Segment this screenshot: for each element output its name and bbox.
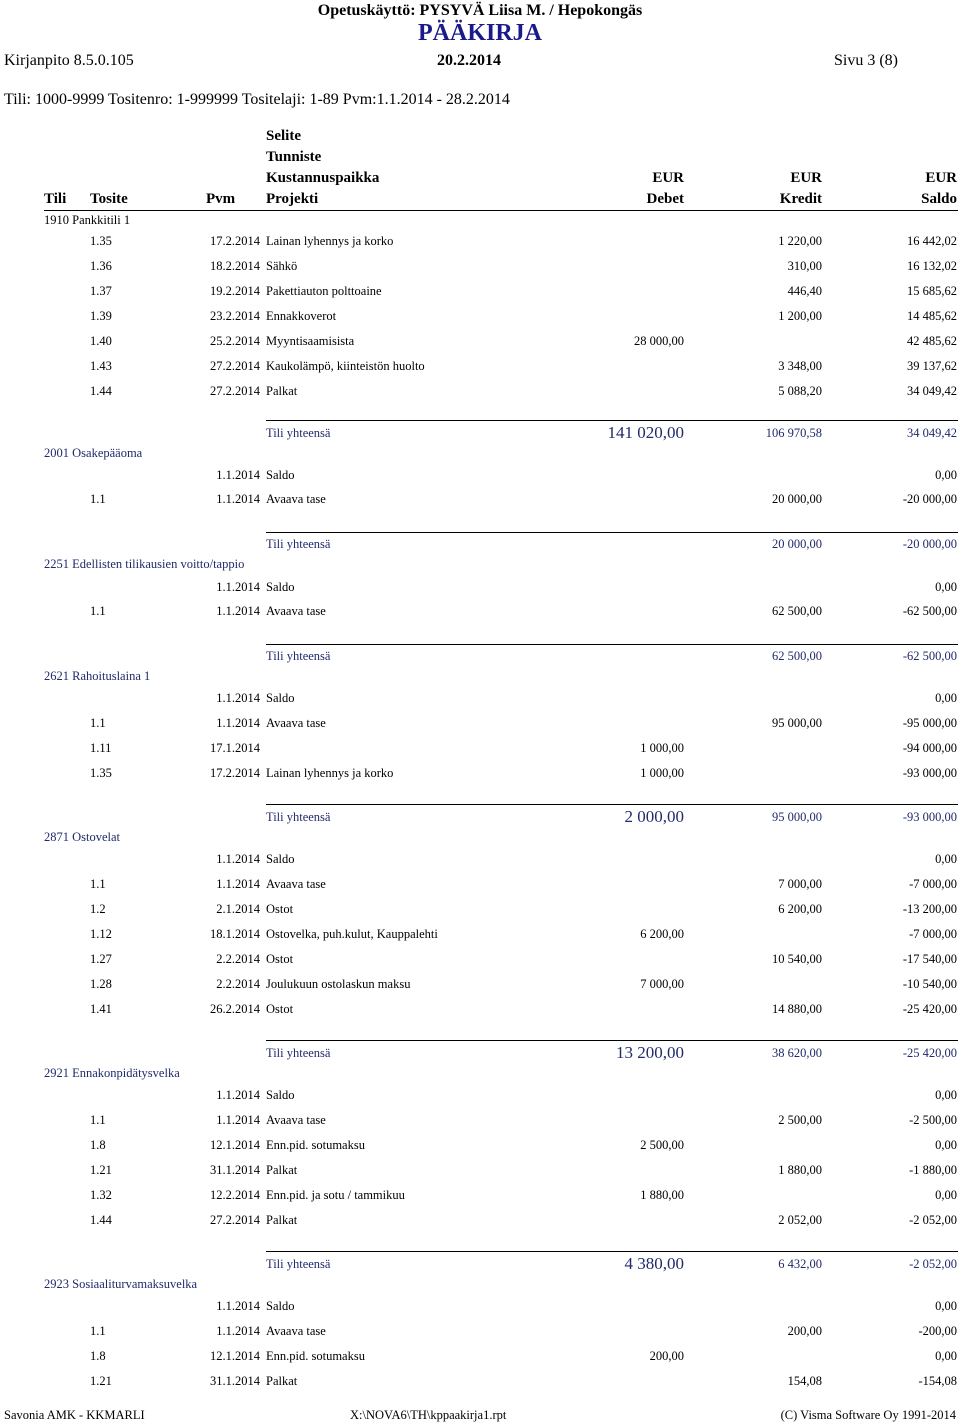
total-saldo: -2 052,00: [909, 1257, 957, 1271]
total-saldo: -25 420,00: [902, 1046, 957, 1060]
description-cell: Avaava tase: [266, 604, 326, 618]
tosite-cell: 1.1: [90, 492, 106, 506]
description-cell: Enn.pid. ja sotu / tammikuu: [266, 1188, 405, 1202]
balance-cell: 0,00: [935, 852, 957, 866]
table-row: [0, 927, 960, 947]
table-row: [0, 877, 960, 897]
date-cell: 1.1.2014: [216, 852, 260, 866]
balance-cell: 34 049,42: [907, 384, 957, 398]
balance-cell: 0,00: [935, 1188, 957, 1202]
tosite-cell: 1.39: [90, 309, 112, 323]
balance-cell: -154,08: [918, 1374, 957, 1388]
date-cell: 1.1.2014: [216, 716, 260, 730]
table-row: [0, 384, 960, 404]
debit-cell: 6 200,00: [640, 927, 684, 941]
col-kustannuspaikka: Kustannuspaikka: [266, 170, 380, 186]
debit-cell: 7 000,00: [640, 977, 684, 991]
total-kredit: 95 000,00: [772, 810, 822, 824]
col-eur-debet: EUR: [652, 170, 684, 186]
date-cell: 12.2.2014: [210, 1188, 260, 1202]
description-cell: Enn.pid. sotumaksu: [266, 1138, 365, 1152]
tosite-cell: 1.27: [90, 952, 112, 966]
tosite-cell: 1.21: [90, 1163, 112, 1177]
tosite-cell: 1.8: [90, 1138, 106, 1152]
filter-criteria: Tili: 1000-9999 Tositenro: 1-999999 Tositelaji: 1-89 Pvm:1.1.2014 - 28.2.2014: [4, 91, 510, 108]
debit-cell: 1 000,00: [640, 741, 684, 755]
date-cell: 27.2.2014: [210, 1213, 260, 1227]
date-cell: 1.1.2014: [216, 877, 260, 891]
total-label: Tili yhteensä: [266, 1046, 331, 1060]
description-cell: Saldo: [266, 1299, 295, 1313]
credit-cell: 1 200,00: [778, 309, 822, 323]
col-pvm: Pvm: [206, 191, 236, 207]
tosite-cell: 1.12: [90, 927, 112, 941]
account-label-2621: 2621 Rahoituslaina 1: [44, 669, 151, 683]
balance-cell: 14 485,62: [907, 309, 957, 323]
total-saldo: -93 000,00: [902, 810, 957, 824]
description-cell: Saldo: [266, 691, 295, 705]
table-row: [0, 309, 960, 329]
date-cell: 1.1.2014: [216, 1324, 260, 1338]
table-row: [0, 259, 960, 279]
date-cell: 19.2.2014: [210, 284, 260, 298]
total-saldo: -62 500,00: [902, 649, 957, 663]
credit-cell: 310,00: [787, 259, 822, 273]
total-rule-2251: [266, 644, 958, 645]
tosite-cell: 1.1: [90, 716, 106, 730]
description-cell: Avaava tase: [266, 492, 326, 506]
balance-cell: -13 200,00: [902, 902, 957, 916]
tosite-cell: 1.2: [90, 902, 106, 916]
description-cell: Saldo: [266, 1088, 295, 1102]
table-row: [0, 359, 960, 379]
table-row: [0, 1349, 960, 1369]
table-row: [0, 716, 960, 736]
balance-cell: 0,00: [935, 468, 957, 482]
table-row: [0, 1002, 960, 1022]
description-cell: Ostot: [266, 952, 294, 966]
balance-cell: 39 137,62: [907, 359, 957, 373]
date-cell: 1.1.2014: [216, 492, 260, 506]
date-cell: 2.2.2014: [216, 977, 260, 991]
col-projekti: Projekti: [266, 191, 319, 207]
col-eur-kredit: EUR: [790, 170, 822, 186]
credit-cell: 7 000,00: [778, 877, 822, 891]
date-cell: 12.1.2014: [210, 1138, 260, 1152]
date-cell: 17.2.2014: [210, 766, 260, 780]
total-kredit: 106 970,58: [765, 426, 822, 440]
description-cell: Avaava tase: [266, 877, 326, 891]
total-kredit: 62 500,00: [772, 649, 822, 663]
debit-cell: 2 500,00: [640, 1138, 684, 1152]
date-cell: 1.1.2014: [216, 580, 260, 594]
date-cell: 26.2.2014: [210, 1002, 260, 1016]
tosite-cell: 1.36: [90, 259, 112, 273]
total-rule-1910: [266, 420, 958, 421]
credit-cell: 3 348,00: [778, 359, 822, 373]
balance-cell: -94 000,00: [902, 741, 957, 755]
header-rule: [44, 210, 958, 211]
description-cell: Joulukuun ostolaskun maksu: [266, 977, 411, 991]
balance-cell: 0,00: [935, 1088, 957, 1102]
tosite-cell: 1.44: [90, 1213, 112, 1227]
description-cell: Lainan lyhennys ja korko: [266, 766, 394, 780]
table-row: [0, 468, 960, 488]
date-cell: 2.1.2014: [216, 902, 260, 916]
tosite-cell: 1.1: [90, 604, 106, 618]
account-label-2921: 2921 Ennakonpidätysvelka: [44, 1066, 180, 1080]
description-cell: Ostot: [266, 902, 294, 916]
description-cell: Saldo: [266, 580, 295, 594]
balance-cell: 0,00: [935, 580, 957, 594]
tosite-cell: 1.1: [90, 1324, 106, 1338]
description-cell: Avaava tase: [266, 1324, 326, 1338]
total-rule-2621: [266, 804, 958, 805]
table-row: [0, 1213, 960, 1233]
total-debet: 4 380,00: [624, 1254, 684, 1273]
credit-cell: 2 500,00: [778, 1113, 822, 1127]
debit-cell: 1 880,00: [640, 1188, 684, 1202]
col-tunniste: Tunniste: [266, 149, 322, 165]
balance-cell: -93 000,00: [902, 766, 957, 780]
credit-cell: 20 000,00: [772, 492, 822, 506]
total-label: Tili yhteensä: [266, 810, 331, 824]
date-cell: 12.1.2014: [210, 1349, 260, 1363]
table-row: [0, 234, 960, 254]
balance-cell: 16 132,02: [907, 259, 957, 273]
table-row: [0, 952, 960, 972]
account-label-2001: 2001 Osakepääoma: [44, 446, 143, 460]
date-cell: 18.1.2014: [210, 927, 260, 941]
credit-cell: 2 052,00: [778, 1213, 822, 1227]
credit-cell: 5 088,20: [778, 384, 822, 398]
table-row: [0, 1299, 960, 1319]
table-row: [0, 766, 960, 786]
table-row: [0, 977, 960, 997]
total-rule-2871: [266, 1040, 958, 1041]
balance-cell: -2 052,00: [909, 1213, 957, 1227]
credit-cell: 10 540,00: [772, 952, 822, 966]
tosite-cell: 1.44: [90, 384, 112, 398]
table-row: [0, 604, 960, 624]
table-row: [0, 691, 960, 711]
total-rule-2921: [266, 1251, 958, 1252]
tosite-cell: 1.11: [90, 741, 112, 755]
balance-cell: 0,00: [935, 691, 957, 705]
footer-report-file: X:\NOVA6\TH\kppaakirja1.rpt: [350, 1408, 507, 1422]
date-cell: 27.2.2014: [210, 359, 260, 373]
table-row: [0, 1113, 960, 1133]
date-cell: 23.2.2014: [210, 309, 260, 323]
date-cell: 1.1.2014: [216, 1113, 260, 1127]
date-cell: 1.1.2014: [216, 468, 260, 482]
date-cell: 1.1.2014: [216, 691, 260, 705]
total-label: Tili yhteensä: [266, 537, 331, 551]
table-row: [0, 1088, 960, 1108]
tosite-cell: 1.8: [90, 1349, 106, 1363]
tosite-cell: 1.28: [90, 977, 112, 991]
description-cell: Enn.pid. sotumaksu: [266, 1349, 365, 1363]
account-label-2923: 2923 Sosiaaliturvamaksuvelka: [44, 1277, 198, 1291]
col-debet: Debet: [646, 191, 684, 207]
total-kredit: 6 432,00: [778, 1257, 822, 1271]
footer-organization: Savonia AMK - KKMARLI: [4, 1408, 145, 1422]
tosite-cell: 1.32: [90, 1188, 112, 1202]
description-cell: Palkat: [266, 1374, 298, 1388]
date-cell: 1.1.2014: [216, 604, 260, 618]
description-cell: Ostovelka, puh.kulut, Kauppalehti: [266, 927, 438, 941]
total-rule-2001: [266, 532, 958, 533]
balance-cell: 16 442,02: [907, 234, 957, 248]
col-saldo: Saldo: [921, 191, 957, 207]
report-owner-title: Opetuskäyttö: PYSYVÄ Liisa M. / Hepokongäs: [317, 2, 643, 19]
account-label-2251: 2251 Edellisten tilikausien voitto/tappio: [44, 557, 245, 571]
print-date: 20.2.2014: [437, 52, 501, 69]
balance-cell: -1 880,00: [909, 1163, 957, 1177]
balance-cell: -62 500,00: [902, 604, 957, 618]
table-row: [0, 284, 960, 304]
table-row: [0, 902, 960, 922]
date-cell: 27.2.2014: [210, 384, 260, 398]
description-cell: Saldo: [266, 852, 295, 866]
balance-cell: 15 685,62: [907, 284, 957, 298]
col-tosite: Tosite: [90, 191, 128, 207]
description-cell: Lainan lyhennys ja korko: [266, 234, 394, 248]
total-kredit: 38 620,00: [772, 1046, 822, 1060]
page-number: Sivu 3 (8): [834, 52, 898, 69]
account-label-2871: 2871 Ostovelat: [44, 830, 121, 844]
balance-cell: -2 500,00: [909, 1113, 957, 1127]
report-name: PÄÄKIRJA: [418, 20, 542, 46]
total-debet: 13 200,00: [616, 1043, 684, 1062]
table-row: [0, 334, 960, 354]
table-row: [0, 741, 960, 761]
description-cell: Saldo: [266, 468, 295, 482]
description-cell: Sähkö: [266, 259, 298, 273]
description-cell: Kaukolämpö, kiinteistön huolto: [266, 359, 425, 373]
col-tili: Tili: [44, 191, 67, 207]
credit-cell: 1 220,00: [778, 234, 822, 248]
tosite-cell: 1.35: [90, 766, 112, 780]
total-saldo: -20 000,00: [902, 537, 957, 551]
total-label: Tili yhteensä: [266, 649, 331, 663]
total-label: Tili yhteensä: [266, 1257, 331, 1271]
total-label: Tili yhteensä: [266, 426, 331, 440]
description-cell: Avaava tase: [266, 1113, 326, 1127]
balance-cell: 42 485,62: [907, 334, 957, 348]
balance-cell: -20 000,00: [902, 492, 957, 506]
balance-cell: -10 540,00: [902, 977, 957, 991]
date-cell: 2.2.2014: [216, 952, 260, 966]
balance-cell: 0,00: [935, 1299, 957, 1313]
credit-cell: 14 880,00: [772, 1002, 822, 1016]
date-cell: 18.2.2014: [210, 259, 260, 273]
software-version: Kirjanpito 8.5.0.105: [4, 52, 134, 69]
table-row: [0, 1374, 960, 1394]
debit-cell: 28 000,00: [634, 334, 684, 348]
description-cell: Myyntisaamisista: [266, 334, 355, 348]
table-row: [0, 1138, 960, 1158]
balance-cell: -17 540,00: [902, 952, 957, 966]
date-cell: 17.2.2014: [210, 234, 260, 248]
account-label-1910: 1910 Pankkitili 1: [44, 213, 131, 227]
footer-copyright: (C) Visma Software Oy 1991-2014: [780, 1408, 956, 1422]
total-kredit: 20 000,00: [772, 537, 822, 551]
table-row: [0, 1324, 960, 1344]
table-row: [0, 1188, 960, 1208]
description-cell: Palkat: [266, 1163, 298, 1177]
date-cell: 1.1.2014: [216, 1299, 260, 1313]
balance-cell: 0,00: [935, 1138, 957, 1152]
balance-cell: -200,00: [918, 1324, 957, 1338]
tosite-cell: 1.43: [90, 359, 112, 373]
col-kredit: Kredit: [779, 191, 822, 207]
tosite-cell: 1.35: [90, 234, 112, 248]
date-cell: 31.1.2014: [210, 1163, 260, 1177]
total-debet: 2 000,00: [624, 807, 684, 826]
balance-cell: -7 000,00: [909, 927, 957, 941]
description-cell: Palkat: [266, 1213, 298, 1227]
credit-cell: 154,08: [787, 1374, 822, 1388]
credit-cell: 200,00: [787, 1324, 822, 1338]
credit-cell: 1 880,00: [778, 1163, 822, 1177]
tosite-cell: 1.37: [90, 284, 112, 298]
tosite-cell: 1.1: [90, 1113, 106, 1127]
tosite-cell: 1.41: [90, 1002, 112, 1016]
balance-cell: 0,00: [935, 1349, 957, 1363]
total-debet: 141 020,00: [607, 423, 684, 442]
description-cell: Ostot: [266, 1002, 294, 1016]
description-cell: Ennakkoverot: [266, 309, 337, 323]
description-cell: Palkat: [266, 384, 298, 398]
tosite-cell: 1.1: [90, 877, 106, 891]
balance-cell: -25 420,00: [902, 1002, 957, 1016]
table-row: [0, 1163, 960, 1183]
balance-cell: -95 000,00: [902, 716, 957, 730]
tosite-cell: 1.40: [90, 334, 112, 348]
credit-cell: 446,40: [787, 284, 822, 298]
total-saldo: 34 049,42: [907, 426, 957, 440]
date-cell: 1.1.2014: [216, 1088, 260, 1102]
col-selite: Selite: [266, 128, 301, 144]
date-cell: 31.1.2014: [210, 1374, 260, 1388]
tosite-cell: 1.21: [90, 1374, 112, 1388]
debit-cell: 1 000,00: [640, 766, 684, 780]
table-row: [0, 852, 960, 872]
credit-cell: 62 500,00: [772, 604, 822, 618]
table-row: [0, 580, 960, 600]
description-cell: Avaava tase: [266, 716, 326, 730]
col-eur-saldo: EUR: [925, 170, 957, 186]
date-cell: 17.1.2014: [210, 741, 260, 755]
table-row: [0, 492, 960, 512]
credit-cell: 6 200,00: [778, 902, 822, 916]
date-cell: 25.2.2014: [210, 334, 260, 348]
balance-cell: -7 000,00: [909, 877, 957, 891]
credit-cell: 95 000,00: [772, 716, 822, 730]
description-cell: Pakettiauton polttoaine: [266, 284, 382, 298]
debit-cell: 200,00: [649, 1349, 684, 1363]
